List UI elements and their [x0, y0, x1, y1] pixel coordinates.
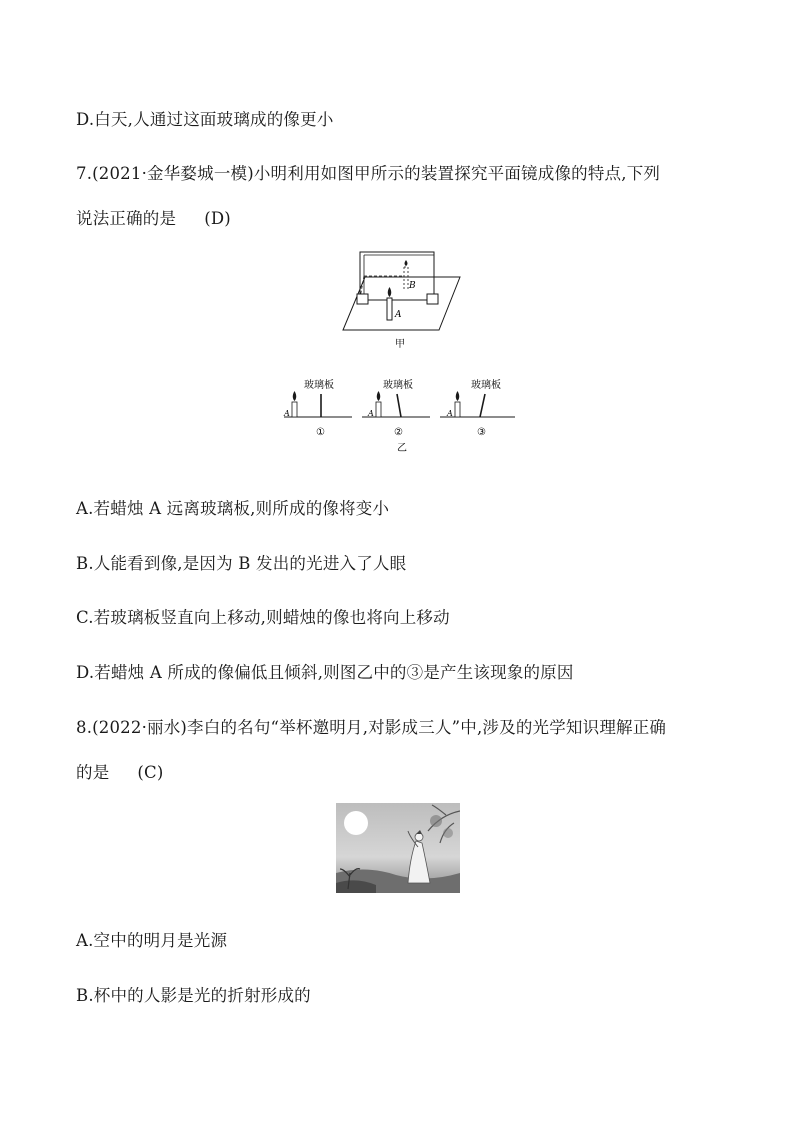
fig-yi-caption: 乙 — [397, 443, 407, 454]
q8-answer: (C) — [137, 763, 164, 782]
board-label: 玻璃板 — [304, 380, 334, 391]
q7-option-d: D.若蜡烛 A 所成的像偏低且倾斜,则图乙中的③是产生该现象的原因 — [76, 663, 574, 682]
q7-stem-text: 说法正确的是 — [76, 209, 177, 228]
fig-jia-caption: 甲 — [395, 339, 405, 350]
candle-a-label: A — [368, 409, 374, 418]
yi-setup-3 — [440, 378, 515, 438]
moon-icon — [344, 811, 368, 835]
q7-stem-line1: 7.(2021·金华婺城一模)小明利用如图甲所示的装置探究平面镜成像的特点,下列 — [76, 164, 661, 183]
q8-option-b: B.杯中的人影是光的折射形成的 — [76, 986, 311, 1005]
q7-stem-line2 — [76, 205, 231, 229]
q7-option-c: C.若玻璃板竖直向上移动,则蜡烛的像也将向上移动 — [76, 608, 450, 627]
moon-poet-illustration — [336, 803, 460, 893]
label-a: A — [395, 310, 402, 320]
q8-stem-line2 — [76, 759, 164, 783]
candle-a-label: A — [447, 409, 453, 418]
q7-option-a: A.若蜡烛 A 远离玻璃板,则所成的像将变小 — [76, 499, 390, 518]
board-label: 玻璃板 — [471, 380, 501, 391]
q7-answer: (D) — [204, 209, 231, 228]
setup-num-3: ③ — [477, 427, 486, 438]
yi-setup-2 — [362, 378, 430, 438]
label-b: B — [409, 281, 416, 291]
candle-a-label: A — [284, 409, 290, 418]
setup-num-1: ① — [316, 427, 325, 438]
yi-setup-1 — [283, 378, 352, 438]
q8-option-a: A.空中的明月是光源 — [76, 931, 228, 950]
board-label: 玻璃板 — [383, 380, 413, 391]
figure-yi — [280, 372, 520, 454]
figure-jia — [340, 250, 465, 350]
setup-num-2: ② — [394, 427, 403, 438]
q7-option-b: B.人能看到像,是因为 B 发出的光进入了人眼 — [76, 554, 407, 573]
q8-stem-line1: 8.(2022·丽水)李白的名句“举杯邀明月,对影成三人”中,涉及的光学知识理解正确 — [76, 718, 667, 737]
q8-stem-text: 的是 — [76, 763, 110, 782]
prev-option-d: D.白天,人通过这面玻璃成的像更小 — [76, 110, 334, 129]
